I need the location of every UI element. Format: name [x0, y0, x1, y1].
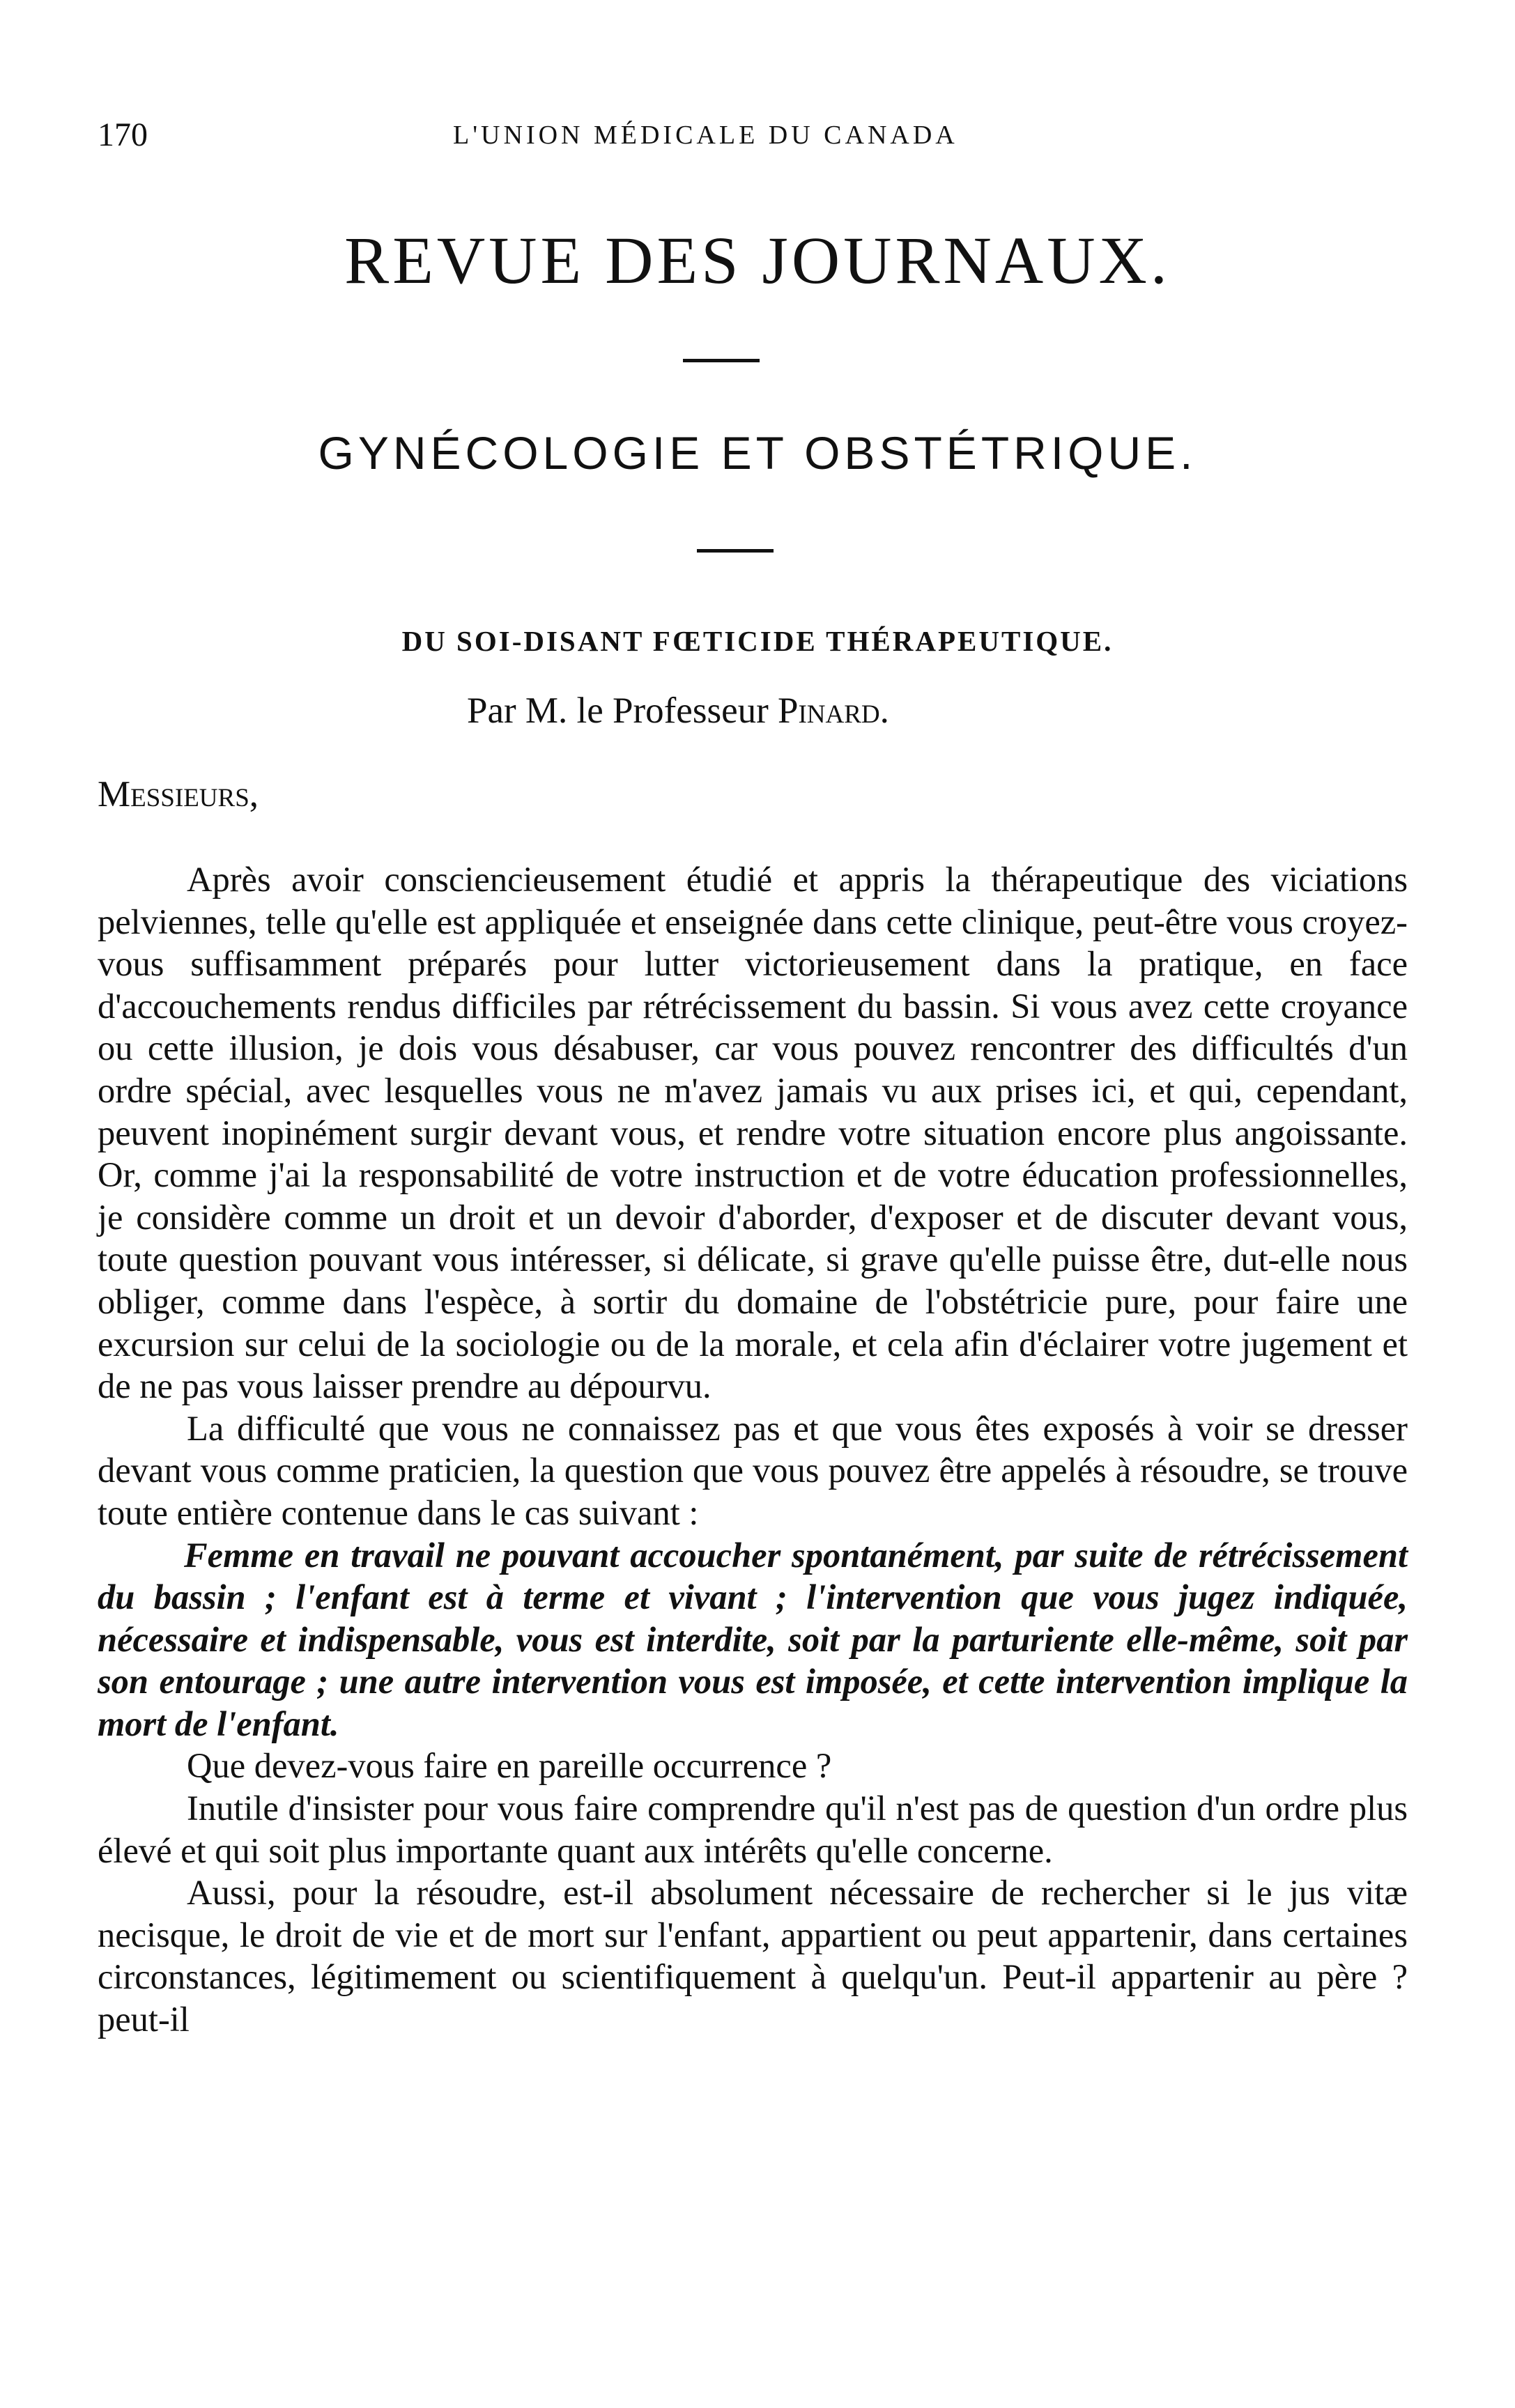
paragraph: Inutile d'insister pour vous faire comprendre qu'il n'est pas de question d'un ordre plus élevé et qui soit plus importante quant aux intérêts qu'elle concerne. — [98, 1789, 1408, 1870]
article-body — [98, 858, 1408, 2041]
author-line — [467, 690, 889, 732]
paragraph: Après avoir consciencieusement étudié et appris la thérapeutique des viciations pelviennes, telle qu'elle est appliquée et enseignée dans cette clinique, peut-être vous croyez-vous suffisamment préparés pour lutter victorieusement dans la pratique, en face d'accouchements rendus difficiles par rétrécissement du bassin. Si vous avez cette croyance ou cette illusion, je dois vous désabuser, car vous pouvez rencontrer des difficultés d'un ordre spécial, avec lesquelles vous ne m'avez jamais vu aux prises ici, et qui, cependant, peuvent inopinément surgir devant vous, et rendre votre situation encore plus angoissante. Or, comme j'ai la responsabilité de votre instruction et de votre éducation professionnelles, je considère comme un droit et un devoir d'aborder, d'exposer et de discuter devant vous, toute question pouvant vous intéresser, si délicate, si grave qu'elle puisse être, dut-elle nous obliger, comme dans l'espèce, à sortir du domaine de l'obstétricie pure, pour faire une excursion sur celui de la sociologie ou de la morale, et cela afin d'éclairer votre jugement et de ne pas vous laisser prendre au dépourvu. — [98, 860, 1408, 1406]
page-number: 170 — [98, 116, 148, 153]
author-prefix: Par M. le Professeur — [467, 690, 769, 731]
paragraph: La difficulté que vous ne connaissez pas et que vous êtes exposés à voir se dresser devant vous comme praticien, la question que vous pouvez être appelés à résoudre, se trouve toute entière contenue dans le cas suivant : — [98, 1408, 1408, 1532]
case-description: Femme en travail ne pouvant accoucher spontanément, par suite de rétrécissement du bassin ; l'enfant est à terme et vivant ; l'intervention que vous jugez indiquée, nécessaire et indispensable, vous est interdite, soit par la parturiente elle-même, soit par son entourage ; une autre intervention vous est imposée, et cette intervention implique la mort de l'enfant. — [98, 1535, 1408, 1743]
article-title: DU SOI-DISANT FŒTICIDE THÉRAPEUTIQUE. — [401, 625, 1114, 657]
salutation: Messieurs, — [98, 774, 259, 815]
paragraph: Aussi, pour la résoudre, est-il absolument nécessaire de rechercher si le jus vitæ necisque, le droit de vie et de mort sur l'enfant, appartient ou peut appartenir, dans certaines circonstances, légitimement ou scientifiquement à quelqu'un. Peut-il appartenir au père ? peut-il — [98, 1873, 1408, 2039]
divider-rule — [697, 549, 774, 553]
divider-rule — [683, 359, 760, 362]
journal-title: L'UNION MÉDICALE DU CANADA — [453, 121, 958, 150]
section-title: REVUE DES JOURNAUX. — [344, 223, 1171, 298]
paragraph: Que devez-vous faire en pareille occurrence ? — [187, 1746, 832, 1786]
author-name: Pinard. — [778, 690, 889, 731]
running-head — [98, 116, 1394, 157]
subsection-title: GYNÉCOLOGIE ET OBSTÉTRIQUE. — [318, 427, 1197, 479]
